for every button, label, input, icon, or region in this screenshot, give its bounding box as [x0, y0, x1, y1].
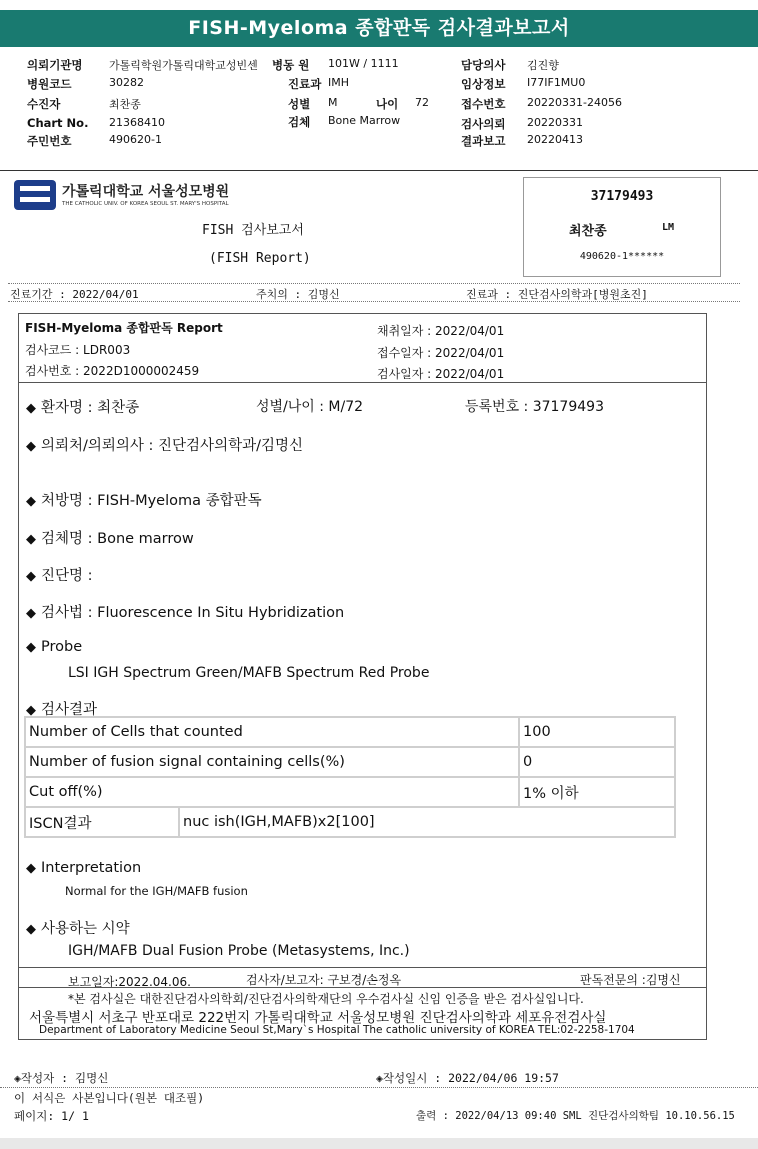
- result-label-cell: Number of fusion signal containing cells(%): [25, 747, 519, 777]
- bottom-rule: [0, 1087, 758, 1088]
- test-date: 검사일자 : 2022/04/01: [377, 367, 505, 381]
- receipt-no-label: 접수번호: [461, 97, 506, 111]
- examinee-value: 최찬종: [109, 98, 141, 111]
- footer-middle-rule: [18, 987, 707, 988]
- attending-doctor-label: 담당의사: [461, 58, 506, 72]
- clinical-info-label: 임상정보: [461, 77, 506, 91]
- clinical-info-value: I77IF1MU0: [527, 76, 586, 89]
- receipt-date: 접수일자 : 2022/04/01: [377, 346, 505, 360]
- specimen-value: Bone Marrow: [328, 114, 401, 127]
- examinee-label: 수진자: [27, 97, 61, 111]
- output-info: 출력 : 2022/04/13 09:40 SML 진단검사의학팀 10.10.56.15: [416, 1110, 735, 1122]
- chart-no-value: 21368410: [109, 116, 165, 129]
- patient-box-name: 최찬종: [569, 224, 607, 239]
- department-label: 진료과: [288, 77, 322, 91]
- requesting-institution-value: 가톨릭학원가톨릭대학교성빈센: [109, 59, 258, 72]
- diamond-bullet-icon: ◆: [26, 532, 36, 547]
- hospital-code-value: 30282: [109, 76, 144, 89]
- visit-info-bottom-rule: [8, 301, 740, 302]
- visit-period: 진료기간 : 2022/04/01: [10, 288, 139, 301]
- attending-doctor-value: 김진향: [527, 59, 559, 72]
- visit-department: 진료과 : 진단검사의학과[병원초진]: [466, 288, 648, 301]
- hospital-emblem-icon: [14, 180, 56, 210]
- patient-id-box: [523, 177, 721, 277]
- diamond-bullet-icon: ◆: [26, 703, 36, 718]
- specimen-label: 검체: [288, 115, 311, 129]
- result-report-value: 20220413: [527, 133, 583, 146]
- diamond-bullet-icon: ◆: [26, 494, 36, 509]
- result-label-cell: Cut off(%): [25, 777, 519, 807]
- department-value: IMH: [328, 76, 350, 89]
- visit-doctor: 주치의 : 김명신: [256, 288, 340, 301]
- age-value: 72: [415, 96, 429, 109]
- receipt-no-value: 20220331-24056: [527, 96, 622, 109]
- author: ◈작성자 : 김명신: [14, 1071, 109, 1085]
- testers: 검사자/보고자: 구보경/손정옥: [246, 973, 402, 987]
- page-number: 페이지: 1/ 1: [14, 1109, 89, 1123]
- diamond-bullet-icon: ◆: [26, 569, 36, 584]
- table-row: [25, 747, 675, 777]
- hospital-code-label: 병원코드: [27, 77, 72, 91]
- ward-value: 101W / 1111: [328, 57, 399, 70]
- diamond-bullet-icon: ◆: [26, 922, 36, 937]
- collection-date: 채취일자 : 2022/04/01: [377, 324, 505, 338]
- probe-heading: ◆ Probe: [26, 639, 83, 655]
- lab-address: 서울특별시 서초구 반포대로 222번지 가톨릭대학교 서울성모병원 진단검사의학과 세포유전검사실: [29, 1010, 607, 1026]
- report-date: 보고일자:2022.04.06.: [68, 975, 191, 989]
- patient-name-line: ◆ 환자명 : 최찬종: [26, 400, 140, 416]
- diamond-bullet-icon: ◆: [26, 861, 36, 876]
- probe-value: LSI IGH Spectrum Green/MAFB Spectrum Red Probe: [68, 665, 430, 681]
- table-row: [25, 717, 675, 747]
- result-report-label: 결과보고: [461, 134, 506, 148]
- diamond-bullet-icon: ◆: [26, 439, 36, 454]
- iscn-label-cell: ISCN결과: [25, 807, 179, 837]
- hospital-logo: [14, 180, 244, 214]
- test-number: 검사번호 : 2022D1000002459: [25, 364, 200, 378]
- resident-no-value: 490620-1: [109, 133, 162, 146]
- report-title-en: (FISH Report): [209, 251, 311, 266]
- specimen-line: ◆ 검체명 : Bone marrow: [26, 531, 194, 547]
- result-heading: ◆ 검사결과: [26, 702, 98, 718]
- report-title-ko: FISH 검사보고서: [202, 223, 304, 238]
- order-line: ◆ 처방명 : FISH-Myeloma 종합판독: [26, 493, 262, 509]
- chart-no-label: Chart No.: [27, 116, 89, 130]
- method-line: ◆ 검사법 : Fluorescence In Situ Hybridization: [26, 605, 345, 621]
- diagnosis-line: ◆ 진단명 :: [26, 568, 93, 584]
- reagent-heading: ◆ 사용하는 시약: [26, 921, 130, 937]
- ward-label: 병동 원: [272, 58, 310, 72]
- table-row: [25, 807, 675, 837]
- hospital-name: 가톨릭대학교 서울성모병원: [62, 184, 230, 200]
- copy-note: 이 서식은 사본입니다(원본 대조필): [14, 1091, 205, 1105]
- sex-age-line: 성별/나이 : M/72: [256, 399, 364, 415]
- iscn-value-cell: nuc ish(IGH,MAFB)x2[100]: [179, 807, 675, 837]
- test-code: 검사코드 : LDR003: [25, 343, 131, 357]
- sex-value: M: [328, 96, 338, 109]
- header-divider: [0, 170, 758, 171]
- patient-box-code: LM: [662, 222, 675, 233]
- result-label-cell: Number of Cells that counted: [25, 717, 519, 747]
- reading-physician: 판독전문의 :김명신: [580, 973, 681, 987]
- requester-line: ◆ 의뢰처/의뢰의사 : 진단검사의학과/김명신: [26, 438, 303, 454]
- result-value-cell: 0: [519, 747, 675, 777]
- result-value-cell: 1% 이하: [519, 777, 675, 807]
- test-request-value: 20220331: [527, 116, 583, 129]
- patient-box-id: 37179493: [590, 189, 654, 204]
- report-header-divider: [18, 382, 707, 383]
- sex-label: 성별: [288, 97, 311, 111]
- registration-number-line: 등록번호 : 37179493: [465, 399, 604, 415]
- page-title: FISH-Myeloma 종합판독 검사결과보고서: [0, 10, 758, 47]
- department-english: Department of Laboratory Medicine Seoul St,Mary`s Hospital The catholic university of KOREA TEL:02-2258-1704: [39, 1024, 635, 1036]
- hospital-name-en: THE CATHOLIC UNIV. OF KOREA SEOUL ST. MARY'S HOSPITAL: [62, 201, 229, 207]
- table-row: [25, 777, 675, 807]
- age-label: 나이: [376, 97, 399, 111]
- test-request-label: 검사의뢰: [461, 117, 506, 131]
- footer-top-rule: [18, 967, 707, 968]
- interpretation-heading: ◆ Interpretation: [26, 860, 142, 876]
- interpretation-value: Normal for the IGH/MAFB fusion: [65, 884, 248, 898]
- report-name: FISH-Myeloma 종합판독 Report: [25, 321, 223, 335]
- certification-note: *본 검사실은 대한진단검사의학회/진단검사의학재단의 우수검사실 신임 인증을 받은 검사실입니다.: [68, 992, 584, 1006]
- result-table: [24, 716, 676, 838]
- reagent-value: IGH/MAFB Dual Fusion Probe (Metasystems, Inc.): [68, 943, 410, 959]
- requesting-institution-label: 의뢰기관명: [27, 58, 83, 72]
- resident-no-label: 주민번호: [27, 134, 72, 148]
- bottom-band: [0, 1138, 758, 1149]
- diamond-bullet-icon: ◆: [26, 401, 36, 416]
- patient-box-rrn: 490620-1******: [579, 251, 665, 262]
- diamond-bullet-icon: ◆: [26, 606, 36, 621]
- visit-info-top-rule: [8, 283, 740, 284]
- result-value-cell: 100: [519, 717, 675, 747]
- diamond-bullet-icon: ◆: [26, 640, 36, 655]
- written-datetime: ◈작성일시 : 2022/04/06 19:57: [376, 1071, 559, 1085]
